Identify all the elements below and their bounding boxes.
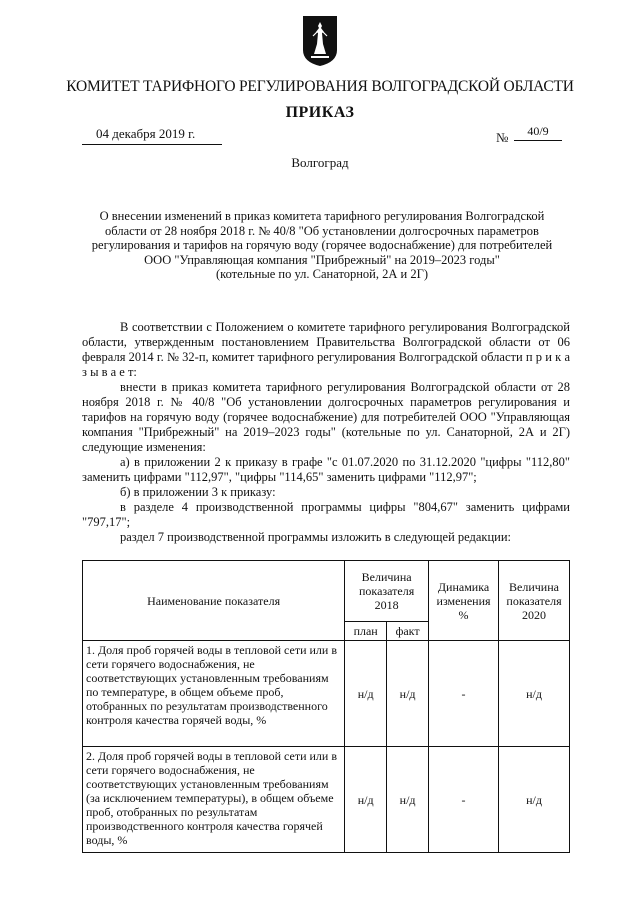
- header-fact: факт: [387, 622, 429, 641]
- number-sign: №: [496, 130, 509, 145]
- body-paragraph-section-4: в разделе 4 производственной программы цифры "804,67" заменить цифрами "797,17";: [82, 500, 570, 529]
- subject-line: регулирования и тарифов на горячую воду (горячее водоснабжение) для потребителей: [91, 238, 553, 252]
- row-fact: н/д: [387, 641, 429, 747]
- table-header-row: [83, 561, 570, 622]
- committee-title: КОМИТЕТ ТАРИФНОГО РЕГУЛИРОВАНИЯ ВОЛГОГРАДСКОЙ ОБЛАСТИ: [66, 78, 574, 95]
- body-paragraph-amend: внести в приказ комитета тарифного регулирования Волгоградской области от 28 ноября 2018 г. № 40/8 "Об установлении долгосрочных параметров регулирования и тарифов на горячую воду (горячее водоснабжение) для потребителей ООО "Управляющая компания "Прибрежный" на 2019–2023 годы" (котельные по ул. Санаторной, 2А и 2Г) следующие изменения:: [82, 380, 570, 454]
- subject-line: области от 28 ноября 2018 г. № 40/8 "Об установлении долгосрочных параметров: [105, 223, 539, 238]
- order-body: [82, 320, 570, 545]
- header-plan: план: [345, 622, 387, 641]
- table-row: [83, 747, 570, 853]
- row-plan: н/д: [345, 747, 387, 853]
- body-paragraph-section-7: раздел 7 производственной программы изложить в следующей редакции:: [120, 530, 512, 544]
- header-dynamics: Динамика изменения %: [429, 561, 499, 641]
- document-type-title: ПРИКАЗ: [285, 104, 355, 121]
- subject-line: (котельные по ул. Санаторной, 2А и 2Г): [216, 267, 428, 281]
- row-dynamics: -: [429, 747, 499, 853]
- table-row: [83, 641, 570, 747]
- order-subject: [84, 209, 560, 282]
- body-paragraph-item-a: а) в приложении 2 к приказу в графе "с 01.07.2020 по 31.12.2020 "цифры "112,80" заменить цифрами "112,97", "цифры "114,65" заменить цифрами "112,97";: [82, 455, 570, 484]
- coat-of-arms-emblem: [301, 14, 339, 68]
- row-indicator-name: 1. Доля проб горячей воды в тепловой сети или в сети горячего водоснабжения, не соответствующих установленным требованиям по температуре, в общем объеме проб, отобранных по результатам производственного контроля качества горячей воды, %: [83, 641, 345, 747]
- row-fact: н/д: [387, 747, 429, 853]
- header-indicator-name: Наименование показателя: [83, 561, 345, 641]
- subject-line: ООО "Управляющая компания "Прибрежный" на 2019–2023 годы": [144, 252, 500, 267]
- body-paragraph-item-b: б) в приложении 3 к приказу:: [120, 485, 276, 499]
- body-paragraph-basis: В соответствии с Положением о комитете тарифного регулирования Волгоградской области, утвержденным постановлением Правительства Волгоградской области от 06 февраля 2014 г. № 32-п, комитет тарифного регулирования Волгоградской области п р и к а з ы в а е т:: [82, 320, 570, 379]
- order-number: 40/9: [514, 124, 562, 141]
- indicators-table: [82, 560, 570, 853]
- row-plan: н/д: [345, 641, 387, 747]
- row-dynamics: -: [429, 641, 499, 747]
- subject-line: О внесении изменений в приказ комитета тарифного регулирования Волгоградской: [99, 209, 545, 223]
- row-value-2020: н/д: [499, 747, 570, 853]
- row-indicator-name: 2. Доля проб горячей воды в тепловой сети или в сети горячего водоснабжения, не соответствующих установленным требованиям (за исключением температуры), в общем объеме проб, отобранных по результатам производственного контроля качества горячей воды, %: [83, 747, 345, 853]
- header-value-2020: Величина показателя 2020: [499, 561, 570, 641]
- header-value-2018: Величина показателя 2018: [345, 561, 429, 622]
- city-name: Волгоград: [291, 155, 349, 170]
- order-date: 04 декабря 2019 г.: [82, 126, 222, 145]
- row-value-2020: н/д: [499, 641, 570, 747]
